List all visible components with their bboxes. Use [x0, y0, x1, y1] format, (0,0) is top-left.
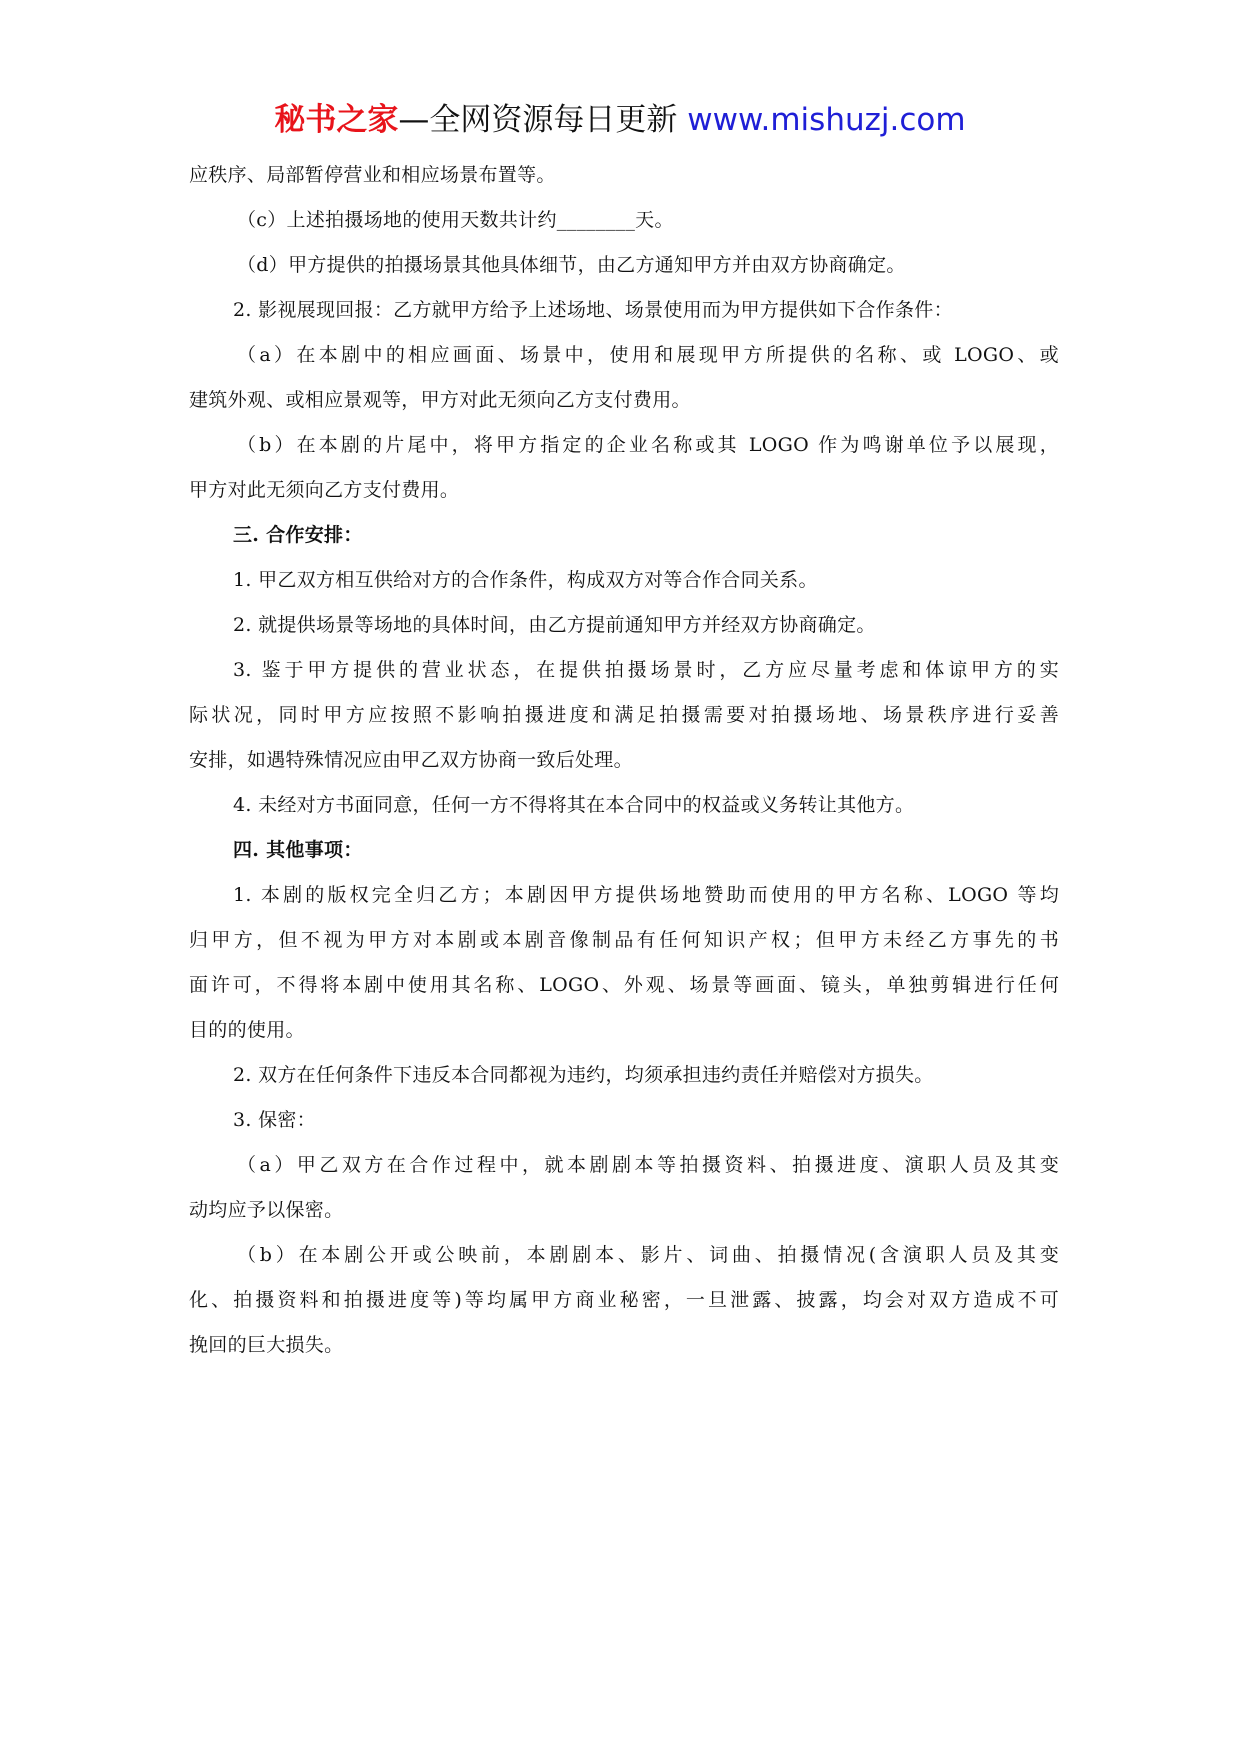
paragraph-line: 安排，如遇特殊情况应由甲乙双方协商一致后处理。	[189, 749, 633, 771]
paragraph-line: 际状况，同时甲方应按照不影响拍摄进度和满足拍摄需要对拍摄场地、场景秩序进行妥善	[189, 704, 1059, 726]
paragraph-line: 化、拍摄资料和拍摄进度等)等均属甲方商业秘密，一旦泄露、披露，均会对双方造成不可	[189, 1289, 1059, 1311]
paragraph-line: （b）在本剧公开或公映前，本剧剧本、影片、词曲、拍摄情况(含演职人员及其变	[237, 1244, 1059, 1266]
paragraph-line: 建筑外观、或相应景观等，甲方对此无须向乙方支付费用。	[189, 389, 691, 411]
paragraph-line: （a）甲乙双方在合作过程中，就本剧剧本等拍摄资料、拍摄进度、演职人员及其变	[237, 1154, 1059, 1176]
site-brand: 秘书之家	[274, 102, 399, 138]
paragraph-line: 2. 就提供场景等场地的具体时间，由乙方提前通知甲方并经双方协商确定。	[233, 614, 876, 636]
site-url-link[interactable]: www.mishuzj.com	[687, 102, 966, 138]
paragraph-line: （c）上述拍摄场地的使用天数共计约________天。	[237, 209, 674, 231]
paragraph-line: 1. 本剧的版权完全归乙方；本剧因甲方提供场地赞助而使用的甲方名称、LOGO 等均	[233, 884, 1059, 906]
paragraph-line: 目的的使用。	[189, 1019, 305, 1041]
paragraph-line: （b）在本剧的片尾中，将甲方指定的企业名称或其 LOGO 作为鸣谢单位予以展现，	[237, 434, 1059, 456]
paragraph-line: 1. 甲乙双方相互供给对方的合作条件，构成双方对等合作合同关系。	[233, 569, 818, 591]
paragraph-line: 3. 保密：	[233, 1109, 316, 1131]
paragraph-line: 应秩序、局部暂停营业和相应场景布置等。	[189, 164, 556, 186]
paragraph-line: 动均应予以保密。	[189, 1199, 344, 1221]
site-slogan: —全网资源每日更新	[398, 102, 688, 138]
paragraph-line: 甲方对此无须向乙方支付费用。	[189, 479, 460, 501]
paragraph-line: （a）在本剧中的相应画面、场景中，使用和展现甲方所提供的名称、或 LOGO、或	[237, 344, 1059, 366]
paragraph-line: 归甲方，但不视为甲方对本剧或本剧音像制品有任何知识产权；但甲方未经乙方事先的书	[189, 929, 1059, 951]
paragraph-line: （d）甲方提供的拍摄场景其他具体细节，由乙方通知甲方并由双方协商确定。	[237, 254, 906, 276]
paragraph-line: 2. 影视展现回报：乙方就甲方给予上述场地、场景使用而为甲方提供如下合作条件：	[233, 299, 953, 321]
section-heading: 四. 其他事项：	[233, 839, 363, 861]
paragraph-line: 3. 鉴于甲方提供的营业状态，在提供拍摄场景时，乙方应尽量考虑和体谅甲方的实	[233, 659, 1059, 681]
paragraph-line: 2. 双方在任何条件下违反本合同都视为违约，均须承担违约责任并赔偿对方损失。	[233, 1064, 934, 1086]
site-header	[0, 100, 1240, 140]
paragraph-line: 4. 未经对方书面同意，任何一方不得将其在本合同中的权益或义务转让其他方。	[233, 794, 915, 816]
section-heading: 三. 合作安排：	[233, 524, 363, 546]
paragraph-line: 挽回的巨大损失。	[189, 1334, 344, 1356]
paragraph-line: 面许可，不得将本剧中使用其名称、LOGO、外观、场景等画面、镜头，单独剪辑进行任何	[189, 974, 1059, 996]
